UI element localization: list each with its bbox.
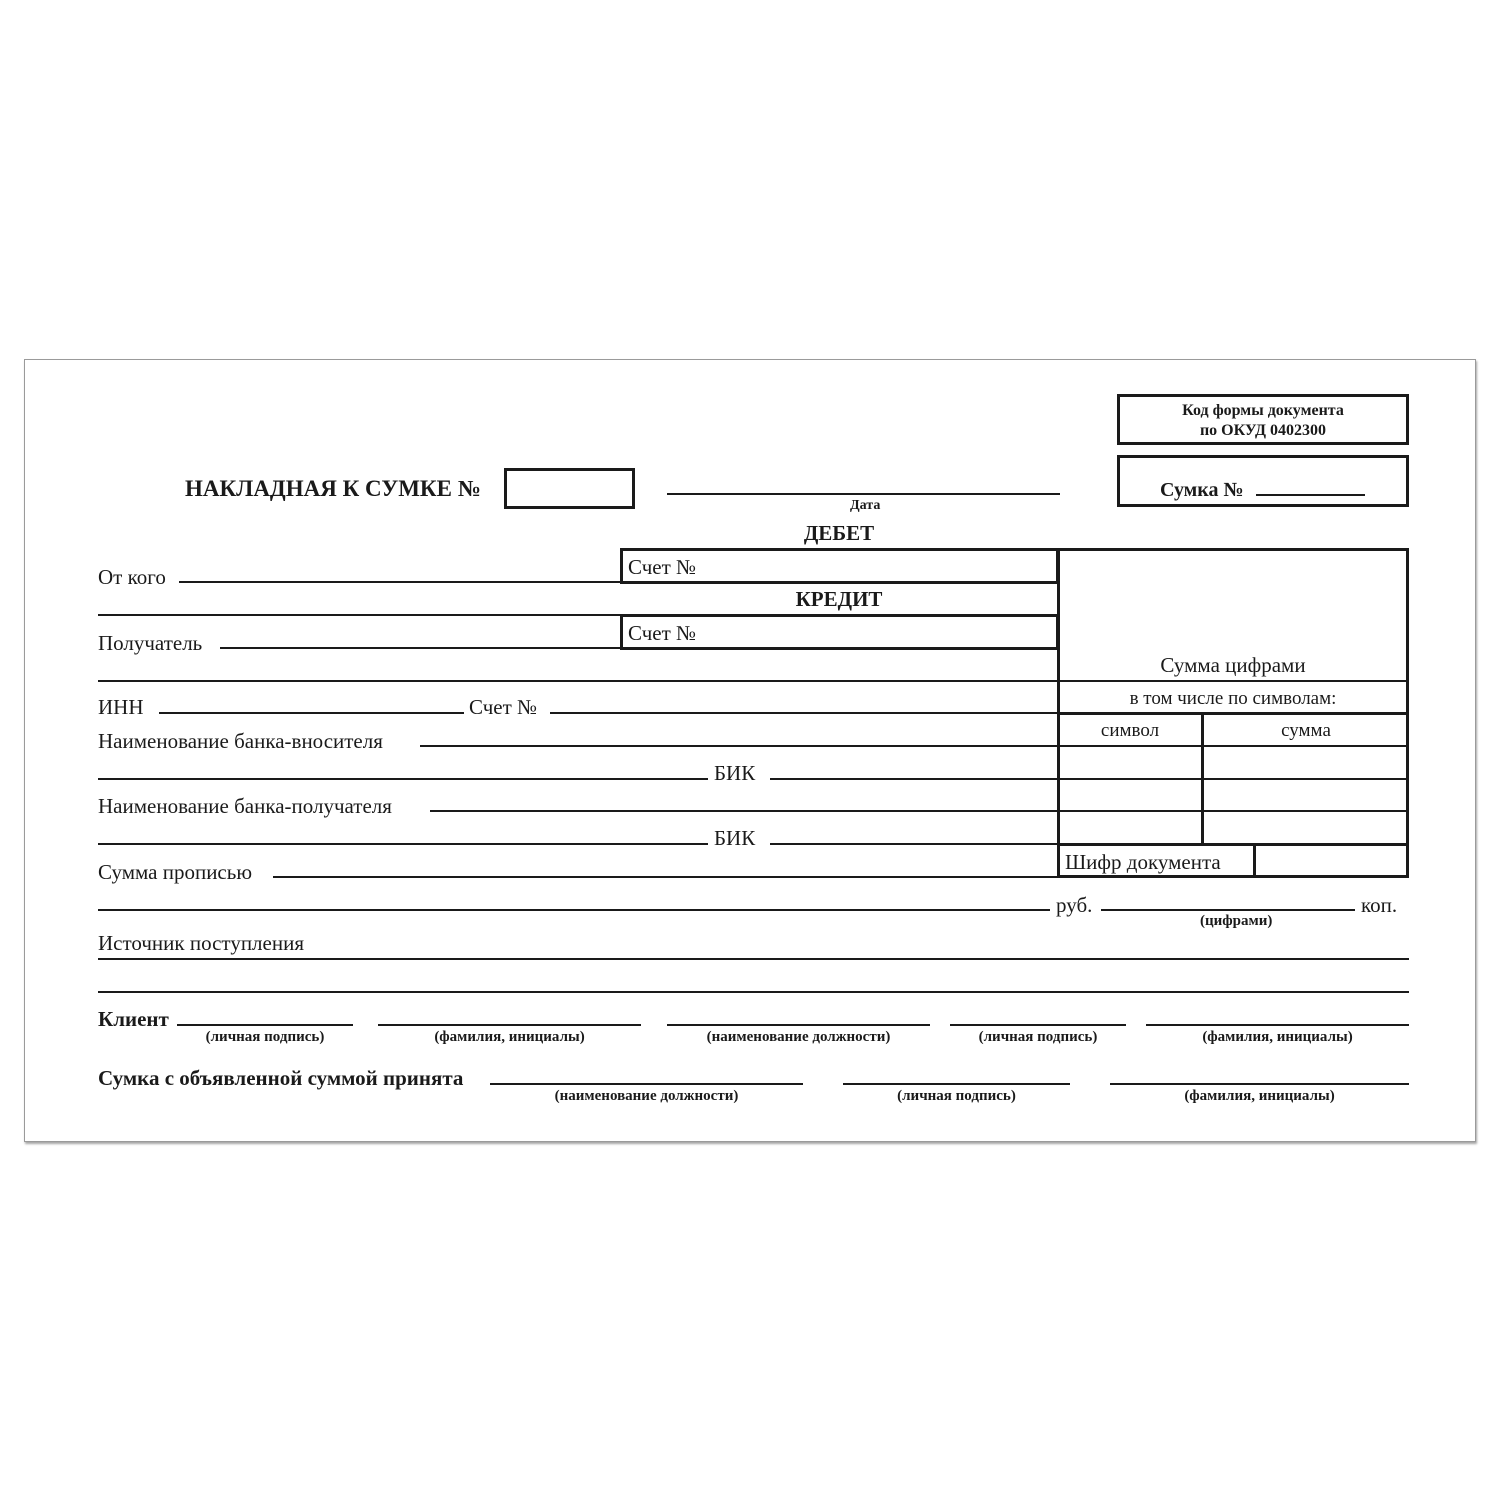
symbol-cell-2[interactable] — [1060, 780, 1200, 810]
bag-number-input[interactable] — [504, 468, 635, 509]
from-whom-line2[interactable] — [98, 614, 620, 616]
debit-account-label: Счет № — [628, 555, 697, 579]
amount-words-line2[interactable] — [98, 909, 1050, 911]
source-input[interactable] — [98, 958, 1409, 960]
caption-accepted-signature: (личная подпись) — [897, 1088, 1016, 1104]
table-divider-2 — [1057, 712, 1409, 715]
caption-position: (наименование должности) — [706, 1029, 891, 1045]
client-name-input[interactable] — [378, 1024, 641, 1026]
okud-line2: по ОКУД 0402300 — [1199, 422, 1327, 439]
bag-no-input[interactable] — [1256, 494, 1365, 496]
caption-accepted-position: (наименование должности) — [554, 1088, 739, 1104]
amount-words-label: Сумма прописью — [98, 860, 253, 884]
symbol-cell-3[interactable] — [1060, 812, 1200, 842]
kop-label: коп. — [1361, 893, 1398, 917]
depositor-bank-label: Наименование банка-вносителя — [98, 729, 383, 753]
depositor-bik-input[interactable] — [770, 778, 1058, 780]
recipient-bik-label: БИК — [714, 826, 756, 850]
amount-cell-1[interactable] — [1205, 747, 1405, 777]
col-symbol-header: символ — [1100, 720, 1160, 741]
inn-label: ИНН — [98, 695, 144, 719]
client-label: Клиент — [98, 1007, 169, 1031]
accepted-signature-input[interactable] — [843, 1083, 1070, 1085]
name-input[interactable] — [1146, 1024, 1409, 1026]
depositor-bank-line2[interactable] — [98, 778, 708, 780]
credit-label: КРЕДИТ — [795, 587, 883, 611]
table-divider-1 — [1057, 680, 1409, 682]
recipient-bik-input[interactable] — [770, 843, 1058, 845]
caption-signature: (личная подпись) — [978, 1029, 1098, 1045]
account-label: Счет № — [469, 695, 538, 719]
recipient-bank-input[interactable] — [430, 810, 1058, 812]
date-caption: Дата — [850, 498, 881, 513]
accepted-position-input[interactable] — [490, 1083, 803, 1085]
date-input-line[interactable] — [667, 493, 1060, 495]
recipient-label: Получатель — [98, 631, 203, 655]
col-amount-header: сумма — [1281, 720, 1331, 741]
from-whom-input[interactable] — [179, 581, 620, 583]
symbol-cell-1[interactable] — [1060, 747, 1200, 777]
recipient-bank-line2[interactable] — [98, 843, 708, 845]
caption-accepted-name: (фамилия, инициалы) — [1184, 1088, 1335, 1104]
client-signature-input[interactable] — [177, 1024, 353, 1026]
position-input[interactable] — [667, 1024, 930, 1026]
amount-cell-3[interactable] — [1205, 812, 1405, 842]
okud-line1: Код формы документа — [1182, 402, 1344, 419]
rub-label: руб. — [1056, 893, 1093, 917]
bag-no-label: Сумка № — [1160, 479, 1244, 501]
from-whom-label: От кого — [98, 565, 166, 589]
credit-account-label: Счет № — [628, 621, 697, 645]
doc-code-input[interactable] — [1257, 846, 1405, 875]
depositor-bank-input[interactable] — [420, 745, 1058, 747]
source-line2[interactable] — [98, 991, 1409, 993]
depositor-bik-label: БИК — [714, 761, 756, 785]
inn-input[interactable] — [159, 712, 464, 714]
doc-code-label: Шифр документа — [1065, 850, 1221, 874]
recipient-bank-label: Наименование банка-получателя — [98, 794, 392, 818]
recipient-input[interactable] — [220, 647, 620, 649]
recipient-line2[interactable] — [98, 680, 1058, 682]
by-symbols-label: в том числе по символам: — [1129, 688, 1337, 709]
debit-label: ДЕБЕТ — [803, 521, 875, 545]
kop-input[interactable] — [1101, 909, 1355, 911]
accepted-name-input[interactable] — [1110, 1083, 1409, 1085]
accepted-label: Сумка с объявленной суммой принята — [98, 1066, 464, 1090]
source-label: Источник поступления — [98, 931, 304, 955]
caption-client-signature: (личная подпись) — [205, 1029, 325, 1045]
digits-caption: (цифрами) — [1200, 913, 1273, 929]
amount-digits-label: Сумма цифрами — [1160, 653, 1306, 677]
document-title: НАКЛАДНАЯ К СУМКЕ № — [185, 476, 481, 501]
doc-code-divider — [1253, 843, 1256, 877]
caption-client-name: (фамилия, инициалы) — [434, 1029, 585, 1045]
signature-input[interactable] — [950, 1024, 1126, 1026]
caption-name: (фамилия, инициалы) — [1202, 1029, 1353, 1045]
account-input[interactable] — [550, 712, 1058, 714]
amount-cell-2[interactable] — [1205, 780, 1405, 810]
